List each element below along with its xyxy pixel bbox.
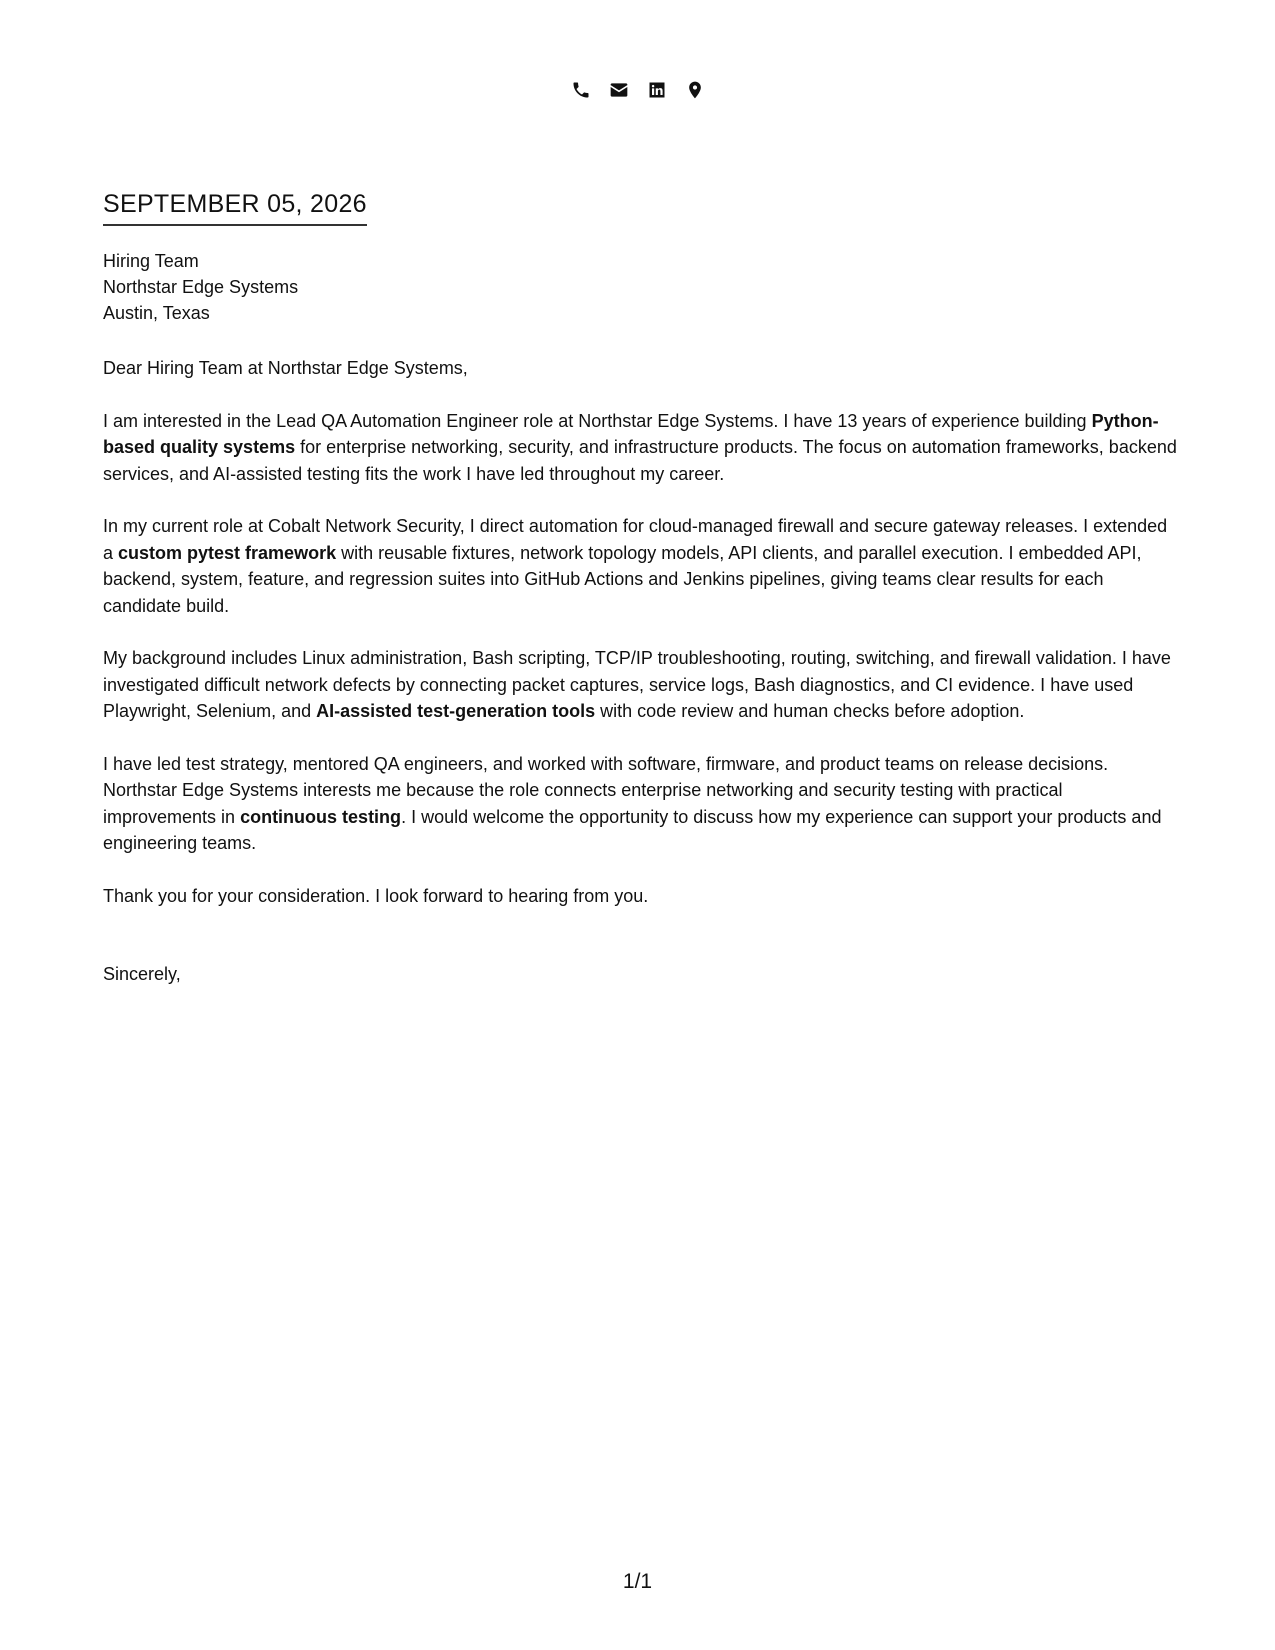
recipient-name: Hiring Team [103,251,199,271]
linkedin-icon[interactable] [647,80,667,100]
paragraph-1 [103,408,1178,488]
paragraph-5: Thank you for your consideration. I look forward to hearing from you. [103,885,649,906]
paragraph-4-text-a: I have led test strategy, mentored QA engineers, and worked with software, firmware, and product teams on release decisions. Northstar Edge Systems interests me because the role connects enterprise networking and security testing with practical improvements in [103,753,1109,827]
recipient-location: Austin, Texas [103,303,210,323]
recipient-block [103,248,1178,326]
paragraph-2-highlight: custom pytest framework [118,542,337,563]
recipient-company: Northstar Edge Systems [103,277,299,297]
letter-date: SEPTEMBER 05, 2026 [103,190,367,226]
page-number: 1/1 [622,1570,653,1593]
letter-body [103,190,1178,987]
paragraph-2 [103,513,1178,619]
paragraph-3-text-a: My background includes Linux administration, Bash scripting, TCP/IP troubleshooting, routing, switching, and firewall validation. I have investigated difficult network defects by connecting packet captures, service logs, Bash diagnostics, and CI evidence. I have used Playwright, Selenium, and [103,648,1171,721]
paragraph-4-highlight: continuous testing [240,806,402,827]
paragraph-3 [103,645,1178,725]
paragraph-3-text-c: with code review and human checks before adoption. [595,701,1025,721]
paragraph-2-text-c: with reusable fixtures, network topology models, API clients, and parallel execution. I embedded API, backend, system, feature, and regression suites into GitHub Actions and Jenkins pipelines, giving teams clear results for each candidate build. [103,542,1142,616]
paragraph-1-text-a: I am interested in the Lead QA Automation Engineer role at Northstar Edge Systems. I have 13 years of experience building [103,410,1092,431]
phone-icon[interactable] [571,80,591,100]
paragraph-1-text-c: for enterprise networking, security, and infrastructure products. The focus on automation frameworks, backend services, and AI-assisted testing fits the work I have led throughout my career. [103,437,1177,484]
location-icon[interactable] [685,80,705,100]
salutation: Dear Hiring Team at Northstar Edge Systems, [103,358,468,378]
paragraph-2-text-a: In my current role at Cobalt Network Security, I direct automation for cloud-managed firewall and secure gateway releases. I extended a [103,516,1168,563]
closing: Sincerely, [103,964,181,984]
paragraph-3-highlight: AI-assisted test-generation tools [316,701,596,721]
email-icon[interactable] [609,80,629,100]
paragraph-1-highlight: Python-based quality systems [103,410,1159,457]
contact-icons [0,80,1275,100]
paragraph-4-text-c: . I would welcome the opportunity to discuss how my experience can support your products and engineering teams. [103,806,1162,853]
paragraph-4 [103,751,1178,857]
